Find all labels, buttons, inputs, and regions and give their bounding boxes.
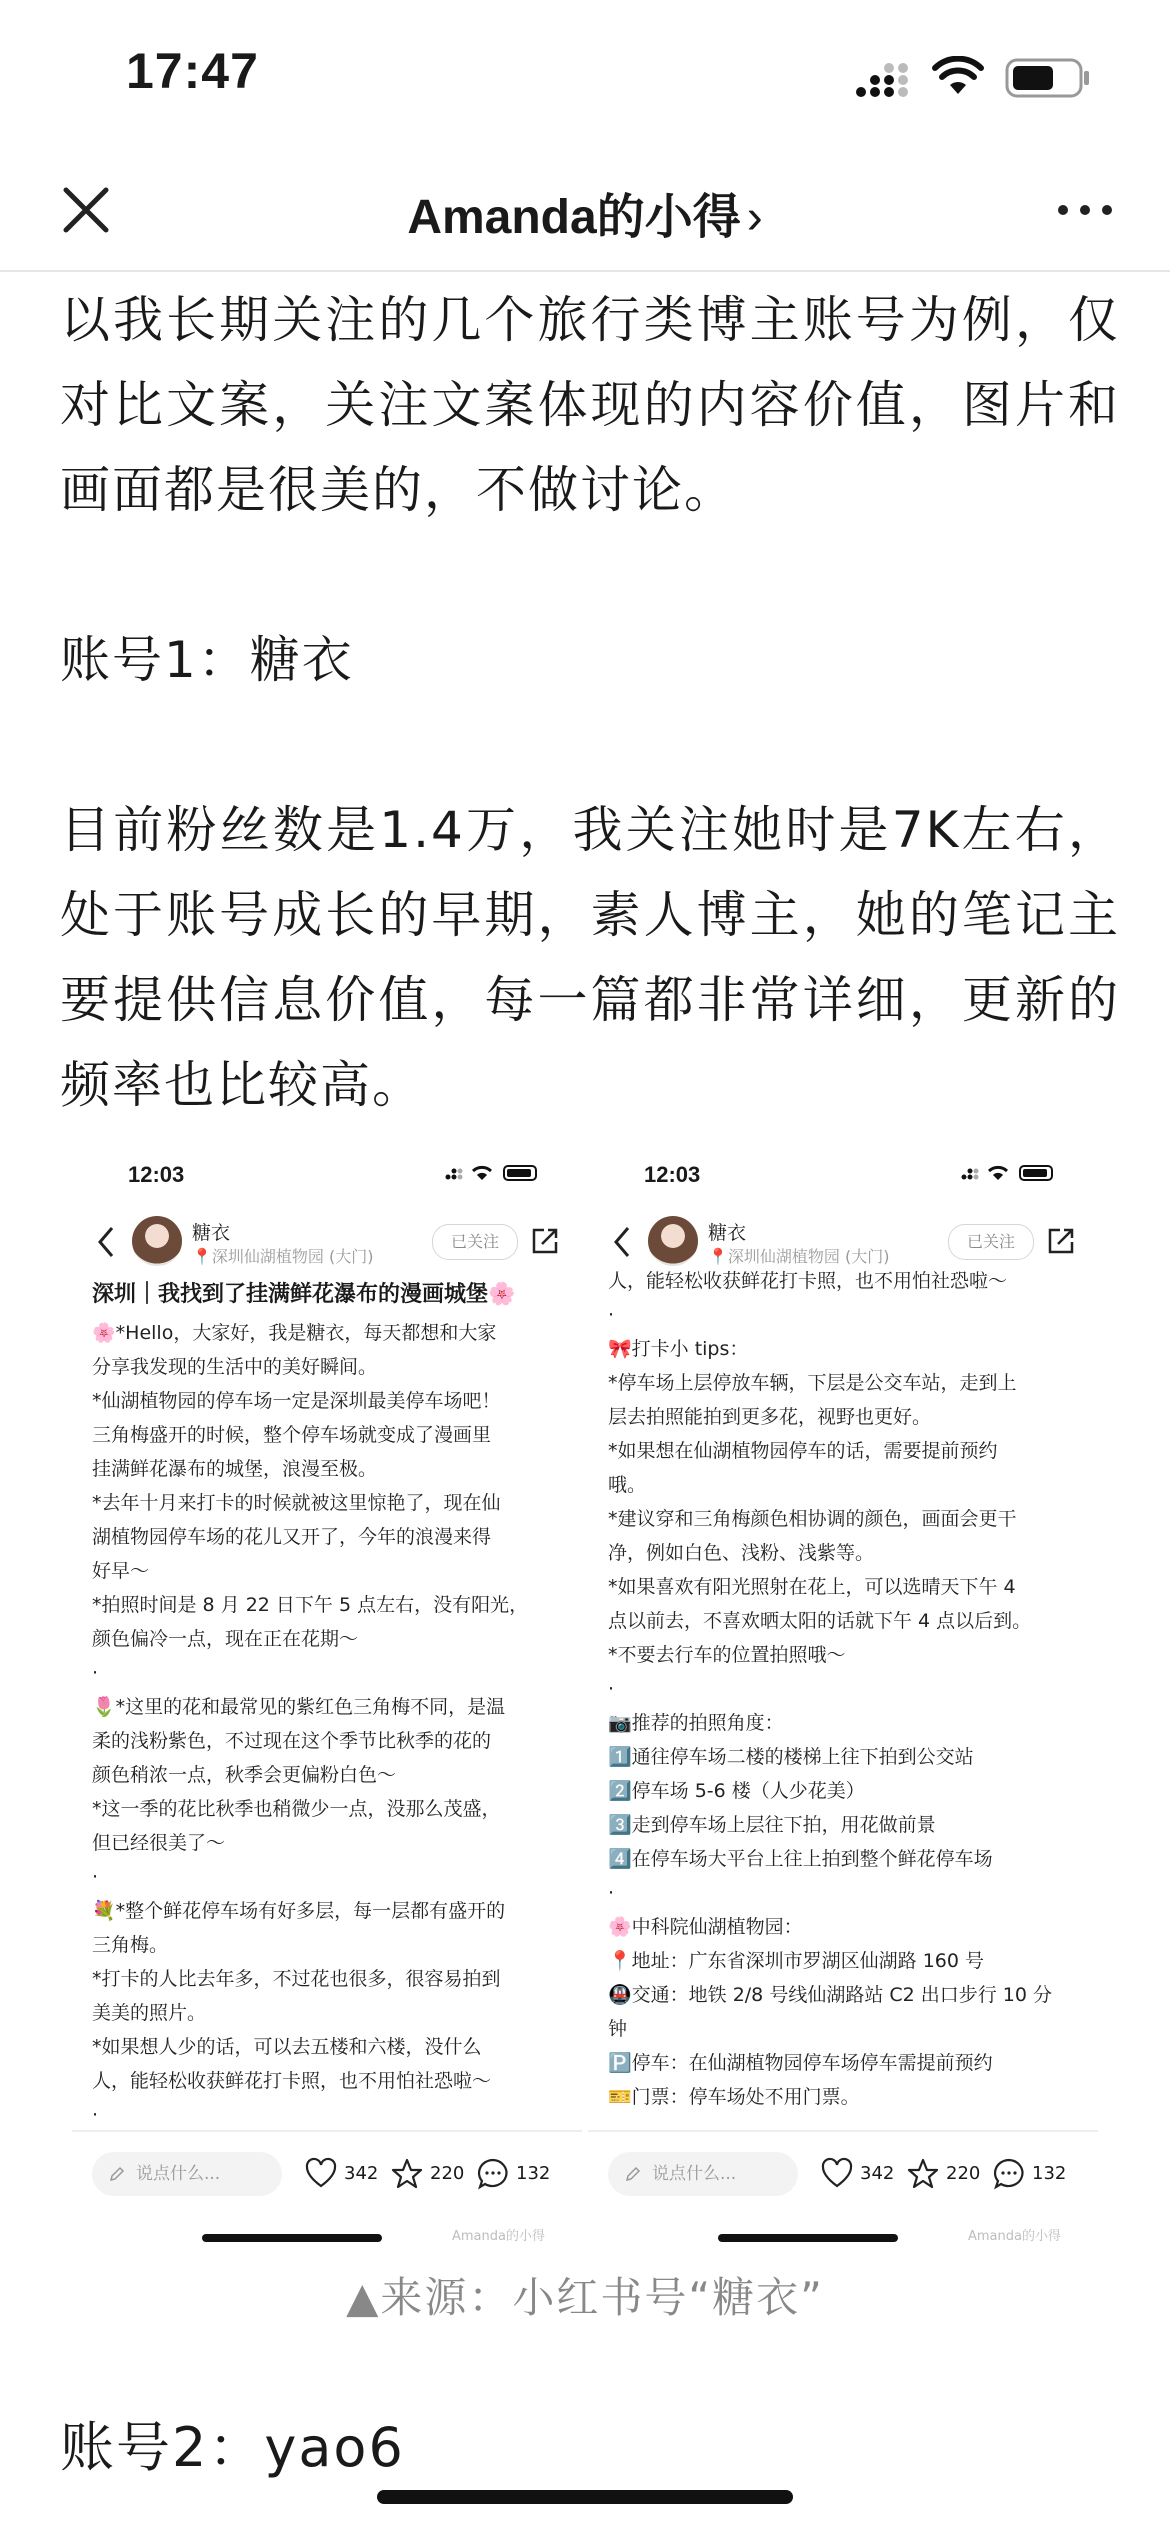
note-line: 层去拍照能拍到更多花，视野也更好。 bbox=[608, 1406, 932, 1428]
status-bar bbox=[0, 0, 1170, 150]
chevron-right-icon: › bbox=[746, 191, 763, 244]
section-heading-account2: 账号2：yao6 bbox=[60, 2416, 405, 2479]
note-line: *不要去行车的位置拍照哦～ bbox=[608, 1644, 846, 1666]
image-caption: ▲来源：小红书号“糖衣” bbox=[346, 2273, 824, 2322]
note-line: 挂满鲜花瀑布的城堡，浪漫至极。 bbox=[92, 1458, 378, 1480]
note-line: · bbox=[608, 1678, 615, 1700]
watermark: Amanda的小得 bbox=[968, 2229, 1061, 2244]
panel-time: 12:03 bbox=[128, 1162, 185, 1187]
back-icon[interactable] bbox=[610, 1222, 634, 1262]
collect-button[interactable] bbox=[390, 2156, 464, 2192]
note-line: · bbox=[92, 1662, 99, 1684]
like-button[interactable] bbox=[820, 2156, 894, 2192]
pencil-icon bbox=[624, 2165, 642, 2183]
note-line: *建议穿和三角梅颜色相协调的颜色，画面会更干 bbox=[608, 1508, 1017, 1530]
note-line: 🚇交通：地铁 2/8 号线仙湖路站 C2 出口步行 10 分 bbox=[608, 1984, 1053, 2006]
note-line: 湖植物园停车场的花儿又开了，今年的浪漫来得 bbox=[92, 1526, 492, 1548]
paragraph-account1: 账号1：糖衣 bbox=[60, 631, 354, 689]
star-icon bbox=[390, 2157, 424, 2191]
note-line: 柔的浅粉紫色，不过现在这个季节比秋季的花的 bbox=[92, 1730, 492, 1752]
screenshot-right bbox=[588, 1140, 1098, 2250]
comment-icon bbox=[476, 2157, 510, 2191]
share-icon[interactable] bbox=[1046, 1226, 1076, 1256]
avatar[interactable] bbox=[132, 1216, 182, 1266]
note-line: 🎀打卡小 tips： bbox=[608, 1338, 749, 1360]
like-count: 342 bbox=[860, 2163, 895, 2184]
article-body bbox=[60, 278, 1120, 1128]
embedded-screenshots bbox=[72, 1140, 1098, 2250]
panel-time: 12:03 bbox=[644, 1162, 701, 1187]
account-name: Amanda的小得 bbox=[407, 191, 741, 244]
comment-input[interactable] bbox=[608, 2152, 798, 2196]
screenshot-left bbox=[72, 1140, 582, 2250]
note-line: *如果想在仙湖植物园停车的话，需要提前预约 bbox=[608, 1440, 998, 1462]
note-line: · bbox=[92, 1866, 99, 1888]
heart-icon bbox=[820, 2157, 854, 2191]
paragraph-intro: 以我长期关注的几个旅行类博主账号为例，仅对比文案，关注文案体现的内容价值，图片和画面都是很美的，不做讨论。 bbox=[60, 291, 1120, 519]
note-line: *如果喜欢有阳光照射在花上，可以选晴天下午 4 bbox=[608, 1576, 1016, 1598]
pencil-icon bbox=[108, 2165, 126, 2183]
note-line: *这一季的花比秋季也稍微少一点，没那么茂盛， bbox=[92, 1798, 501, 1820]
follow-button[interactable]: 已关注 bbox=[948, 1224, 1034, 1260]
signal-icon bbox=[855, 60, 917, 98]
status-time: 17:47 bbox=[126, 43, 259, 99]
battery-icon bbox=[1005, 58, 1091, 98]
star-icon bbox=[906, 2157, 940, 2191]
location-tag: 📍深圳仙湖植物园 (大门) bbox=[708, 1247, 890, 1266]
note-line: 🌸*Hello，大家好，我是糖衣，每天都想和大家 bbox=[92, 1322, 497, 1344]
wifi-icon bbox=[932, 56, 984, 96]
divider bbox=[72, 2130, 582, 2132]
note-line: 2️⃣停车场 5-6 楼（人少花美） bbox=[608, 1780, 865, 1802]
note-line: 颜色稍浓一点，秋季会更偏粉白色～ bbox=[92, 1764, 397, 1786]
follow-button[interactable]: 已关注 bbox=[432, 1224, 518, 1260]
share-icon[interactable] bbox=[530, 1226, 560, 1256]
like-count: 342 bbox=[344, 2163, 379, 2184]
like-button[interactable] bbox=[304, 2156, 378, 2192]
paragraph-account1-desc: 目前粉丝数是1.4万，我关注她时是7K左右，处于账号成长的早期，素人博主，她的笔记主要提供信息价值，每一篇都非常详细，更新的频率也比较高。 bbox=[60, 801, 1120, 1114]
note-line: 净，例如白色、浅粉、浅紫等。 bbox=[608, 1542, 875, 1564]
panel-status-icons bbox=[958, 1164, 1058, 1182]
note-line: · bbox=[608, 1882, 615, 1904]
watermark: Amanda的小得 bbox=[452, 2229, 545, 2244]
comment-count: 132 bbox=[516, 2163, 551, 2184]
note-line: 好早～ bbox=[92, 1560, 150, 1582]
location-tag: 📍深圳仙湖植物园 (大门) bbox=[192, 1247, 374, 1266]
note-lines bbox=[608, 1264, 1088, 2114]
note-line: 人，能轻松收获鲜花打卡照，也不用怕社恐啦～ bbox=[608, 1270, 1008, 1292]
account-title[interactable] bbox=[0, 178, 1170, 247]
heart-icon bbox=[304, 2157, 338, 2191]
note-line: 分享我发现的生活中的美好瞬间。 bbox=[92, 1356, 378, 1378]
note-line: 4️⃣在停车场大平台上往上拍到整个鲜花停车场 bbox=[608, 1848, 993, 1870]
note-line: *仙湖植物园的停车场一定是深圳最美停车场吧！ bbox=[92, 1390, 501, 1412]
note-line: *停车场上层停放车辆，下层是公交车站，走到上 bbox=[608, 1372, 1017, 1394]
note-title: 深圳｜我找到了挂满鲜花瀑布的漫画城堡🌸 bbox=[92, 1282, 516, 1307]
note-line: *去年十月来打卡的时候就被这里惊艳了，现在仙 bbox=[92, 1492, 501, 1514]
note-body bbox=[92, 1278, 572, 2132]
note-line: 3️⃣走到停车场上层往下拍，用花做前景 bbox=[608, 1814, 936, 1836]
back-icon[interactable] bbox=[94, 1222, 118, 1262]
note-line: 人，能轻松收获鲜花打卡照，也不用怕社恐啦～ bbox=[92, 2070, 492, 2092]
note-line: 🌸中科院仙湖植物园： bbox=[608, 1916, 803, 1938]
panel-home-indicator bbox=[202, 2234, 382, 2242]
divider bbox=[588, 2130, 1098, 2132]
note-lines bbox=[92, 1316, 572, 2132]
note-line: 三角梅。 bbox=[92, 1934, 169, 1956]
collect-count: 220 bbox=[430, 2163, 465, 2184]
note-line: 💐*整个鲜花停车场有好多层，每一层都有盛开的 bbox=[92, 1900, 506, 1922]
note-line: *打卡的人比去年多，不过花也很多，很容易拍到 bbox=[92, 1968, 501, 1990]
note-line: 1️⃣通往停车场二楼的楼梯上往下拍到公交站 bbox=[608, 1746, 974, 1768]
note-line: 但已经很美了～ bbox=[92, 1832, 226, 1854]
author-name[interactable]: 糖衣 bbox=[192, 1222, 231, 1244]
location-text: 深圳仙湖植物园 (大门) bbox=[727, 1247, 890, 1266]
note-line: 🎫门票：停车场处不用门票。 bbox=[608, 2086, 860, 2108]
note-line: · bbox=[608, 1304, 615, 1326]
comment-placeholder: 说点什么... bbox=[652, 2164, 737, 2184]
comment-button[interactable] bbox=[476, 2156, 550, 2192]
note-line: 钟 bbox=[608, 2018, 628, 2040]
note-line: 📍地址：广东省深圳市罗湖区仙湖路 160 号 bbox=[608, 1950, 985, 1972]
collect-count: 220 bbox=[946, 2163, 981, 2184]
more-icon[interactable] bbox=[1055, 198, 1115, 222]
comment-count: 132 bbox=[1032, 2163, 1067, 2184]
location-text: 深圳仙湖植物园 (大门) bbox=[211, 1247, 374, 1266]
comment-input[interactable] bbox=[92, 2152, 282, 2196]
avatar[interactable] bbox=[648, 1216, 698, 1266]
comment-button[interactable] bbox=[992, 2156, 1066, 2192]
note-line: *拍照时间是 8 月 22 日下午 5 点左右，没有阳光， bbox=[92, 1594, 529, 1616]
note-line: *如果想人少的话，可以去五楼和六楼，没什么 bbox=[92, 2036, 482, 2058]
nav-header bbox=[0, 150, 1170, 272]
note-line: · bbox=[92, 2104, 99, 2126]
note-line: 点以前去，不喜欢晒太阳的话就下午 4 点以后到。 bbox=[608, 1610, 1032, 1632]
note-line: 📷推荐的拍照角度： bbox=[608, 1712, 784, 1734]
note-line: 三角梅盛开的时候，整个停车场就变成了漫画里 bbox=[92, 1424, 492, 1446]
home-indicator[interactable] bbox=[377, 2490, 793, 2504]
panel-status-icons bbox=[442, 1164, 542, 1182]
comment-icon bbox=[992, 2157, 1026, 2191]
note-body bbox=[608, 1264, 1088, 2114]
note-line: 🌷*这里的花和最常见的紫红色三角梅不同，是温 bbox=[92, 1696, 506, 1718]
comment-placeholder: 说点什么... bbox=[136, 2164, 221, 2184]
note-line: 🅿️停车：在仙湖植物园停车场停车需提前预约 bbox=[608, 2052, 993, 2074]
note-line: 美美的照片。 bbox=[92, 2002, 207, 2024]
author-name[interactable]: 糖衣 bbox=[708, 1222, 747, 1244]
panel-home-indicator bbox=[718, 2234, 898, 2242]
note-line: 哦。 bbox=[608, 1474, 647, 1496]
collect-button[interactable] bbox=[906, 2156, 980, 2192]
note-line: 颜色偏冷一点，现在正在花期～ bbox=[92, 1628, 359, 1650]
